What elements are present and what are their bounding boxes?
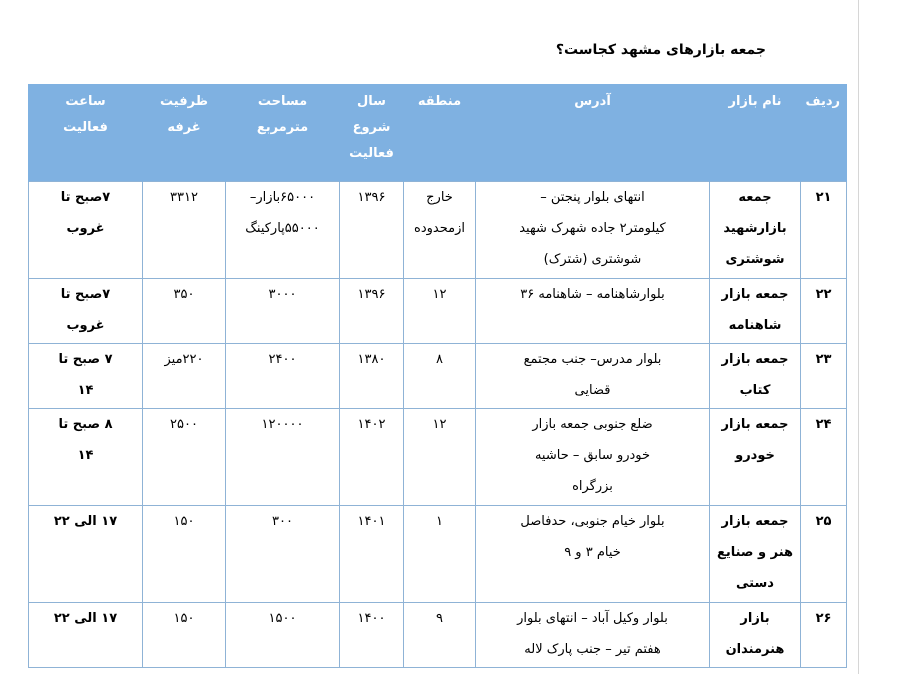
cell-capacity: ۱۵۰ (143, 506, 226, 603)
cell-zone: ۹ (404, 603, 476, 668)
cell-row-number: ۲۶ (801, 603, 847, 668)
cell-area: ۲۴۰۰ (226, 344, 340, 409)
cell-hours: ۱۷ الی ۲۲ (29, 603, 143, 668)
cell-address: بلوار مدرس– جنب مجتمع قضایی (476, 344, 710, 409)
cell-address: انتهای بلوار پنجتن – کیلومتر۲ جاده شهرک شهید شوشتری (شترک) (476, 182, 710, 279)
cell-capacity: ۲۲۰میز (143, 344, 226, 409)
cell-address: بلوار خیام جنوبی، حدفاصل خیام ۳ و ۹ (476, 506, 710, 603)
cell-start-year: ۱۴۰۲ (340, 409, 404, 506)
cell-hours: ۱۷ الی ۲۲ (29, 506, 143, 603)
cell-area: ۶۵۰۰۰بازار– ۵۵۰۰۰پارکینگ (226, 182, 340, 279)
cell-address: ضلع جنوبی جمعه بازار خودرو سابق – حاشیه بزرگراه (476, 409, 710, 506)
cell-market-name: جمعه بازارشهید شوشتری (710, 182, 801, 279)
cell-market-name: بازار هنرمندان (710, 603, 801, 668)
table-row (29, 506, 847, 603)
page-edge (858, 0, 859, 674)
table-row (29, 409, 847, 506)
header-capacity: ظرفیت غرفه (143, 85, 226, 182)
cell-start-year: ۱۳۹۶ (340, 182, 404, 279)
cell-address: بلوار وکیل آباد – انتهای بلوار هفتم تیر – جنب پارک لاله (476, 603, 710, 668)
cell-market-name: جمعه بازار خودرو (710, 409, 801, 506)
markets-table (28, 84, 847, 668)
cell-hours: ۸ صبح تا ۱۴ (29, 409, 143, 506)
cell-market-name: جمعه بازار هنر و صنایع دستی (710, 506, 801, 603)
cell-capacity: ۱۵۰ (143, 603, 226, 668)
cell-zone: ۸ (404, 344, 476, 409)
table-row (29, 279, 847, 344)
cell-hours: ۷ صبح تا ۱۴ (29, 344, 143, 409)
cell-capacity: ۲۵۰۰ (143, 409, 226, 506)
table-header-row (29, 85, 847, 182)
cell-address: بلوارشاهنامه – شاهنامه ۳۶ (476, 279, 710, 344)
cell-capacity: ۳۳۱۲ (143, 182, 226, 279)
cell-start-year: ۱۳۸۰ (340, 344, 404, 409)
header-start-year: سال شروع فعالیت (340, 85, 404, 182)
cell-row-number: ۲۱ (801, 182, 847, 279)
cell-zone: خارج ازمحدوده (404, 182, 476, 279)
header-zone: منطقه (404, 85, 476, 182)
cell-hours: ۷صبح تا غروب (29, 182, 143, 279)
cell-zone: ۱۲ (404, 279, 476, 344)
header-hours: ساعت فعالیت (29, 85, 143, 182)
cell-start-year: ۱۴۰۰ (340, 603, 404, 668)
cell-zone: ۱ (404, 506, 476, 603)
cell-area: ۱۲۰۰۰۰ (226, 409, 340, 506)
cell-zone: ۱۲ (404, 409, 476, 506)
cell-start-year: ۱۳۹۶ (340, 279, 404, 344)
table-row (29, 182, 847, 279)
header-area: مساحت مترمربع (226, 85, 340, 182)
cell-row-number: ۲۳ (801, 344, 847, 409)
cell-row-number: ۲۴ (801, 409, 847, 506)
cell-area: ۳۰۰ (226, 506, 340, 603)
cell-area: ۳۰۰۰ (226, 279, 340, 344)
table-row (29, 603, 847, 668)
table-row (29, 344, 847, 409)
cell-area: ۱۵۰۰ (226, 603, 340, 668)
cell-market-name: جمعه بازار شاهنامه (710, 279, 801, 344)
header-row-number: ردیف (801, 85, 847, 182)
page-heading: جمعه بازارهای مشهد کجاست؟ (555, 42, 766, 58)
cell-row-number: ۲۵ (801, 506, 847, 603)
header-market-name: نام بازار (710, 85, 801, 182)
cell-start-year: ۱۴۰۱ (340, 506, 404, 603)
cell-market-name: جمعه بازار کتاب (710, 344, 801, 409)
header-address: آدرس (476, 85, 710, 182)
cell-row-number: ۲۲ (801, 279, 847, 344)
cell-hours: ۷صبح تا غروب (29, 279, 143, 344)
cell-capacity: ۳۵۰ (143, 279, 226, 344)
